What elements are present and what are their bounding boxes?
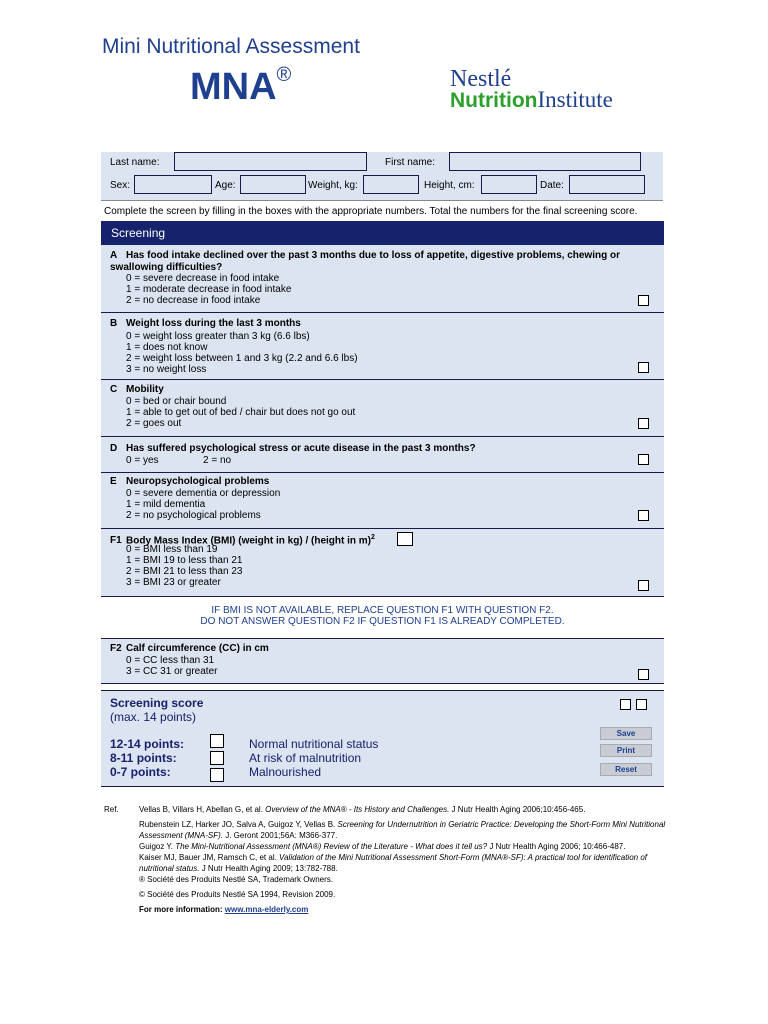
trademark-notice: ® Société des Produits Nestlé SA, Trademark Owners. [139,875,333,884]
option: 0 = CC less than 31 [126,655,215,666]
weight-label: Weight, kg: [308,180,358,191]
range-label: At risk of malnutrition [249,751,362,765]
option: 2 = no decrease in food intake [126,295,261,306]
screening-score-panel [101,690,664,787]
range-checkbox-malnourished[interactable] [210,768,224,782]
sex-field[interactable] [134,175,212,194]
question-a-title: Has food intake declined over the past 3 months due to loss of appetite, digestive problems, chewing or swallowing difficulties? [110,250,620,273]
question-e-title: Neuropsychological problems [126,476,270,487]
page-title: Mini Nutritional Assessment [102,35,360,58]
option: 1 = BMI 19 to less than 21 [126,555,243,566]
option: 2 = goes out [126,418,182,429]
screening-score-title: Screening score [110,696,204,710]
range-checkbox-at-risk[interactable] [210,751,224,765]
question-a: A Has food intake declined over the past 3 months due to loss of appetite, digestive problems, chewing or swallowing difficulties? 0 = severe decrease in food intake 1 = moderate decrease in food intake 2 = no decrease in food intake [101,245,664,313]
screening-header: Screening [101,221,664,245]
range-points: 8-11 points: [110,751,177,765]
instructions: Complete the screen by filling in the boxes with the appropriate numbers. Total the numbers for the final screening score. [104,206,638,217]
height-label: Height, cm: [424,180,475,191]
score-tens-box[interactable] [620,699,631,710]
question-b-title: Weight loss during the last 3 months [126,318,301,329]
question-d: D Has suffered psychological stress or acute disease in the past 3 months? 0 = yes 2 = no [101,437,664,473]
first-name-field[interactable] [449,152,641,171]
nestle-logo: Nestlé [450,66,512,92]
question-e: E Neuropsychological problems 0 = severe dementia or depression 1 = mild dementia 2 = no psychological problems [101,473,664,529]
reference-item: Guigoz Y. The Mini-Nutritional Assessment (MNA®) Review of the Literature - What does it tell us? J Nutr Health Aging 2006; 10:466-487. [139,842,626,851]
question-b: B Weight loss during the last 3 months 0 = weight loss greater than 3 kg (6.6 lbs) 1 = does not know 2 = weight loss between 1 and 3 kg (2.2 and 6.6 lbs) 3 = no weight loss [101,313,664,380]
first-name-label: First name: [385,157,436,168]
question-c-checkbox[interactable] [638,418,649,429]
print-button[interactable]: Print [600,744,652,757]
option: 3 = CC 31 or greater [126,666,218,677]
option: 1 = mild dementia [126,499,206,510]
question-f2: F2 Calf circumference (CC) in cm 0 = CC less than 31 3 = CC 31 or greater [101,638,664,684]
reference-item: Vellas B, Villars H, Abellan G, et al. Overview of the MNA® - Its History and Challenges. J Nutr Health Aging 2006;10:456-465. [139,805,586,814]
nutrition-institute-logo: NutritionInstitute [450,87,613,112]
save-button[interactable]: Save [600,727,652,740]
option: 0 = weight loss greater than 3 kg (6.6 lbs) [126,331,310,342]
option: 0 = BMI less than 19 [126,544,218,555]
reference-item: Kaiser MJ, Bauer JM, Ramsch C, et al. Validation of the Mini Nutritional Assessment Short-Form (MNA®-SF): A practical tool for identification of nutritional status. J Nutr Health Aging 2009; 13:782-788. [139,853,647,873]
option: 1 = moderate decrease in food intake [126,284,292,295]
option: 3 = BMI 23 or greater [126,577,221,588]
ref-label: Ref. [104,805,119,814]
patient-info-panel [101,152,663,201]
range-points: 0-7 points: [110,765,171,779]
age-field[interactable] [240,175,306,194]
weight-field[interactable] [363,175,419,194]
question-f2-checkbox[interactable] [638,669,649,680]
option: 2 = BMI 21 to less than 23 [126,566,243,577]
question-e-checkbox[interactable] [638,510,649,521]
range-label: Normal nutritional status [249,737,379,751]
date-label: Date: [540,180,564,191]
references-list [139,804,669,915]
question-c-title: Mobility [126,384,164,395]
question-b-checkbox[interactable] [638,362,649,373]
copyright-notice: © Société des Produits Nestlé SA 1994, Revision 2009. [139,890,336,899]
option: 0 = severe dementia or depression [126,488,281,499]
last-name-field[interactable] [174,152,367,171]
sex-label: Sex: [110,180,131,191]
option: 0 = bed or chair bound [126,396,227,407]
option: 2 = no [203,455,232,466]
height-field[interactable] [481,175,537,194]
reference-item: Rubenstein LZ, Harker JO, Salva A, Guigoz Y, Vellas B. Screening for Undernutrition in Geriatric Practice: Developing the Short-Form Mini Nutritional Assessment (MNA-SF). J. Geront 2001;56A: M366-377. [139,820,666,840]
option: 1 = able to get out of bed / chair but does not go out [126,407,356,418]
screening-score-subtitle: (max. 14 points) [110,710,197,724]
question-a-checkbox[interactable] [638,295,649,306]
question-f2-title: Calf circumference (CC) in cm [126,643,269,654]
question-d-title: Has suffered psychological stress or acute disease in the past 3 months? [126,443,476,454]
option: 2 = no psychological problems [126,510,261,521]
range-points: 12-14 points: [110,737,185,751]
question-d-checkbox[interactable] [638,454,649,465]
mna-website-link[interactable]: www.mna-elderly.com [224,905,309,914]
bmi-value-box[interactable] [397,532,413,546]
question-f1: F1 Body Mass Index (BMI) (weight in kg) / (height in m)$^2$ 0 = BMI less than 19 1 = BMI 19 to less than 21 2 = BMI 21 to less than 23 3 = BMI 23 or greater [101,529,664,597]
option: 0 = yes [126,455,159,466]
option: 0 = severe decrease in food intake [126,273,280,284]
question-f1-checkbox[interactable] [638,580,649,591]
question-f1-title: Body Mass Index (BMI) (weight in kg) / (height in m) [126,535,371,547]
date-field[interactable] [569,175,645,194]
last-name-label: Last name: [110,157,160,168]
age-label: Age: [215,180,236,191]
question-c: C Mobility 0 = bed or chair bound 1 = able to get out of bed / chair but does not go out 2 = goes out [101,380,664,437]
score-units-box[interactable] [636,699,647,710]
reset-button[interactable]: Reset [600,763,652,776]
option: 1 = does not know [126,342,208,353]
option: 2 = weight loss between 1 and 3 kg (2.2 and 6.6 lbs) [126,353,358,364]
more-info: For more information: www.mna-elderly.com [139,905,309,914]
mna-logo: MNA® [190,64,292,108]
option: 3 = no weight loss [126,364,207,375]
bmi-note: IF BMI IS NOT AVAILABLE, REPLACE QUESTION F1 WITH QUESTION F2. DO NOT ANSWER QUESTION F2 IF QUESTION F1 IS ALREADY COMPLETED. [200,605,565,627]
range-label: Malnourished [249,765,322,779]
range-checkbox-normal[interactable] [210,734,224,748]
